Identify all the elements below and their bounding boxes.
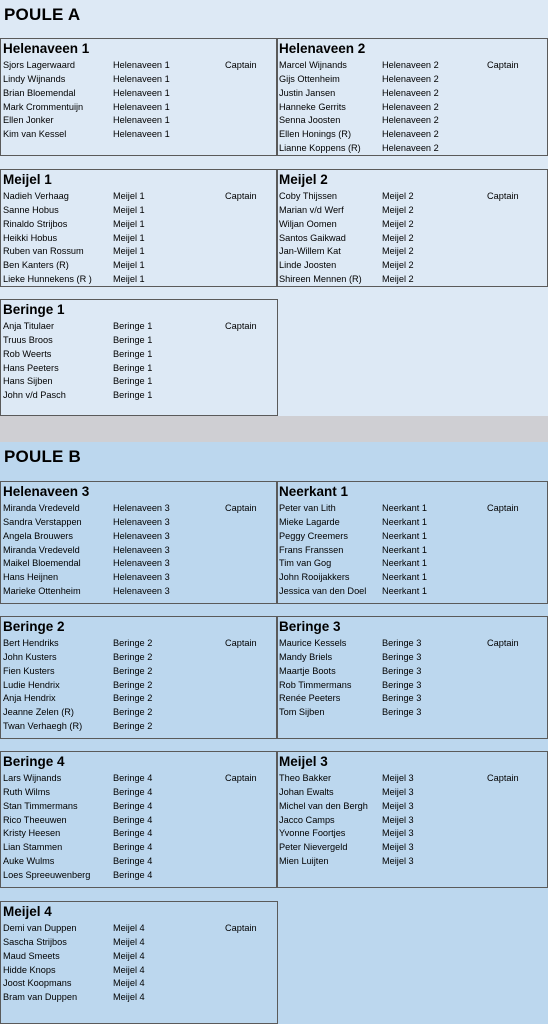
player-row [277,141,547,155]
player-row [1,935,277,949]
player-row [277,556,547,570]
player-team: Helenaveen 2 [382,115,439,126]
player-row [1,799,277,813]
player-name: Rico Theeuwen [3,814,67,825]
player-name: Hans Sijben [3,376,53,387]
poule-title: POULE A [4,5,81,24]
player-row [1,374,277,388]
player-name: Anja Titulaer [3,321,55,331]
poule-title: POULE B [4,447,81,466]
player-row [277,691,547,705]
player-name: Kristy Heesen [3,828,61,839]
player-team: Meijel 3 [382,814,414,825]
player-team: Meijel 2 [382,218,414,229]
player-team: Beringe 4 [113,828,153,839]
player-row [1,963,277,977]
player-role: Captain [487,638,519,648]
player-team: Meijel 2 [382,191,414,201]
team-card [0,299,278,416]
player-row [277,678,547,692]
player-name: John Rooijakkers [279,572,350,583]
player-name: Jacco Camps [279,814,335,825]
player-row [1,529,277,543]
player-name: Wiljan Oomen [279,218,337,229]
player-row [277,543,547,557]
player-row [1,556,277,570]
player-team: Helenaveen 3 [113,572,170,583]
player-name: Joost Koopmans [3,978,72,989]
player-name: Angela Brouwers [3,530,73,541]
player-team: Neerkant 1 [382,558,427,569]
team-card [276,616,548,739]
player-role: Captain [225,923,257,933]
player-team: Meijel 4 [113,950,145,961]
player-row [1,664,277,678]
player-team: Meijel 1 [113,191,145,201]
player-name: Brian Bloemendal [3,87,76,98]
player-team: Meijel 1 [113,246,145,257]
player-team: Helenaveen 2 [382,101,439,112]
player-team: Meijel 3 [382,842,414,853]
player-team: Meijel 3 [382,786,414,797]
player-row [277,584,547,598]
player-team: Beringe 4 [113,869,153,880]
player-role: Captain [225,60,257,70]
player-name: Maurice Kessels [279,638,347,648]
team-card [276,481,548,604]
player-team: Beringe 2 [113,707,153,718]
player-row [1,949,277,963]
player-row [1,272,277,286]
player-team: Meijel 1 [113,260,145,271]
player-team: Beringe 1 [113,390,153,401]
player-row [277,58,547,72]
player-name: Lieke Hunnekens (R ) [3,274,92,285]
player-team: Beringe 4 [113,814,153,825]
player-row [277,244,547,258]
player-name: Truus Broos [3,334,53,345]
player-team: Meijel 4 [113,936,145,947]
player-row [1,333,277,347]
player-team: Helenaveen 1 [113,129,170,140]
player-name: Maud Smeets [3,950,60,961]
player-row [1,785,277,799]
team-name: Helenaveen 1 [3,41,90,56]
player-name: Miranda Vredeveld [3,544,80,555]
player-name: Ludie Hendrix [3,679,60,690]
player-row [277,86,547,100]
player-team: Helenaveen 3 [113,503,170,513]
player-name: Sascha Strijbos [3,936,67,947]
player-row [1,203,277,217]
player-row [277,113,547,127]
player-name: Senna Joosten [279,115,341,126]
player-row [277,771,547,785]
player-name: Fien Kusters [3,665,55,676]
player-team: Meijel 2 [382,246,414,257]
player-row [1,86,277,100]
player-team: Meijel 1 [113,204,145,215]
player-name: Lianne Koppens (R) [279,143,361,154]
player-row [277,826,547,840]
player-row [1,813,277,827]
player-name: Mieke Lagarde [279,516,340,527]
player-row [1,258,277,272]
player-name: Auke Wulms [3,856,55,867]
player-row [1,921,277,935]
player-row [1,719,277,733]
player-row [277,529,547,543]
player-row [1,501,277,515]
player-name: Rinaldo Strijbos [3,218,68,229]
player-row [1,58,277,72]
player-role: Captain [225,638,257,648]
player-row [1,388,277,402]
player-name: Jan-Willem Kat [279,246,341,257]
player-name: Rob Weerts [3,348,52,359]
player-team: Beringe 3 [382,679,422,690]
player-row [277,840,547,854]
player-row [277,785,547,799]
player-team: Neerkant 1 [382,503,427,513]
player-team: Helenaveen 2 [382,129,439,140]
player-name: Rob Timmermans [279,679,352,690]
player-team: Helenaveen 3 [113,544,170,555]
player-name: Maikel Bloemendal [3,558,81,569]
player-name: Coby Thijssen [279,191,338,201]
player-row [1,854,277,868]
player-role: Captain [225,503,257,513]
player-team: Meijel 3 [382,828,414,839]
player-name: Peter van Lith [279,503,336,513]
player-name: Sanne Hobus [3,204,59,215]
player-name: Demi van Duppen [3,923,77,933]
player-name: Peter Nievergeld [279,842,348,853]
team-name: Neerkant 1 [279,484,349,499]
player-name: Hanneke Gerrits [279,101,346,112]
player-row [1,826,277,840]
player-name: Michel van den Bergh [279,800,368,811]
player-name: Sandra Verstappen [3,516,82,527]
player-row [1,705,277,719]
player-team: Meijel 1 [113,232,145,243]
player-row [1,650,277,664]
player-row [277,636,547,650]
player-name: Twan Verhaegh (R) [3,721,83,732]
player-team: Beringe 3 [382,638,422,648]
player-role: Captain [225,321,257,331]
team-card [0,169,278,287]
team-card [276,169,548,287]
team-name: Helenaveen 2 [279,41,366,56]
player-role: Captain [487,503,519,513]
player-name: Mark Crommentuijn [3,101,84,112]
player-team: Beringe 1 [113,376,153,387]
player-name: Ellen Honings (R) [279,129,351,140]
player-name: John Kusters [3,651,57,662]
player-name: Marieke Ottenheim [3,586,81,597]
team-card [0,901,278,1024]
player-row [277,127,547,141]
player-row [277,189,547,203]
player-team: Helenaveen 3 [113,558,170,569]
player-name: Mien Luijten [279,856,329,867]
player-name: Lars Wijnands [3,773,62,783]
player-name: Nadieh Verhaag [3,191,69,201]
team-name: Beringe 1 [3,302,65,317]
player-team: Helenaveen 2 [382,60,439,70]
player-row [1,113,277,127]
player-team: Beringe 2 [113,679,153,690]
player-team: Meijel 2 [382,260,414,271]
player-name: Jessica van den Doel [279,586,367,597]
player-team: Meijel 2 [382,204,414,215]
player-name: Lian Stammen [3,842,63,853]
player-row [1,636,277,650]
player-team: Neerkant 1 [382,572,427,583]
team-card [0,481,278,604]
player-role: Captain [225,191,257,201]
player-row [1,127,277,141]
team-card [276,38,548,156]
player-row [277,100,547,114]
player-team: Meijel 3 [382,800,414,811]
player-name: Hidde Knops [3,964,56,975]
player-name: Sjors Lagerwaard [3,60,76,70]
player-name: Ben Kanters (R) [3,260,69,271]
player-team: Beringe 2 [113,665,153,676]
player-name: Bert Hendriks [3,638,59,648]
player-row [1,347,277,361]
player-team: Meijel 3 [382,856,414,867]
player-row [277,799,547,813]
player-team: Beringe 4 [113,800,153,811]
team-card [276,751,548,888]
player-name: Kim van Kessel [3,129,67,140]
player-row [277,217,547,231]
player-name: Theo Bakker [279,773,332,783]
player-name: Shireen Mennen (R) [279,274,362,285]
player-team: Meijel 3 [382,773,414,783]
player-name: Johan Ewalts [279,786,334,797]
player-team: Beringe 3 [382,651,422,662]
player-name: Heikki Hobus [3,232,58,243]
player-team: Meijel 2 [382,274,414,285]
player-team: Meijel 2 [382,232,414,243]
player-team: Neerkant 1 [382,544,427,555]
player-team: Beringe 4 [113,842,153,853]
player-team: Beringe 4 [113,786,153,797]
player-role: Captain [487,773,519,783]
player-name: Marian v/d Werf [279,204,344,215]
player-team: Helenaveen 1 [113,115,170,126]
player-team: Helenaveen 2 [382,87,439,98]
player-name: Loes Spreeuwenberg [3,869,91,880]
player-name: Tim van Gog [279,558,332,569]
player-row [277,854,547,868]
player-row [277,515,547,529]
player-row [1,543,277,557]
player-row [277,813,547,827]
team-name: Meijel 1 [3,172,52,187]
team-name: Beringe 2 [3,619,65,634]
team-card [0,751,278,888]
team-name: Beringe 3 [279,619,341,634]
player-team: Beringe 1 [113,334,153,345]
player-row [1,990,277,1004]
section-divider [0,416,548,442]
player-row [1,319,277,333]
player-team: Helenaveen 3 [113,530,170,541]
player-name: Peggy Creemers [279,530,348,541]
team-name: Helenaveen 3 [3,484,90,499]
player-team: Neerkant 1 [382,530,427,541]
player-team: Beringe 1 [113,321,153,331]
player-row [1,100,277,114]
player-name: Bram van Duppen [3,992,78,1003]
player-name: Frans Franssen [279,544,344,555]
player-row [277,258,547,272]
player-team: Helenaveen 1 [113,87,170,98]
player-team: Neerkant 1 [382,586,427,597]
player-team: Beringe 3 [382,707,422,718]
player-role: Captain [487,60,519,70]
player-team: Helenaveen 2 [382,73,439,84]
player-name: Yvonne Foortjes [279,828,346,839]
player-row [1,231,277,245]
player-team: Beringe 4 [113,856,153,867]
player-name: Miranda Vredeveld [3,503,80,513]
player-row [1,244,277,258]
player-row [1,691,277,705]
player-name: Hans Peeters [3,362,59,373]
player-team: Helenaveen 3 [113,586,170,597]
player-name: Lindy Wijnands [3,73,66,84]
player-name: Justin Jansen [279,87,336,98]
player-team: Beringe 1 [113,362,153,373]
player-team: Beringe 2 [113,651,153,662]
player-row [1,584,277,598]
team-card [0,38,278,156]
player-row [277,501,547,515]
player-row [277,231,547,245]
player-name: John v/d Pasch [3,390,66,401]
player-row [1,771,277,785]
player-team: Helenaveen 1 [113,101,170,112]
player-team: Beringe 1 [113,348,153,359]
player-name: Stan Timmermans [3,800,78,811]
player-row [277,570,547,584]
player-row [277,272,547,286]
player-name: Renée Peeters [279,693,341,704]
team-card [0,616,278,739]
player-name: Ellen Jonker [3,115,54,126]
player-row [1,515,277,529]
team-name: Meijel 2 [279,172,328,187]
player-row [1,72,277,86]
player-row [277,705,547,719]
player-team: Meijel 4 [113,923,145,933]
team-name: Beringe 4 [3,754,65,769]
player-team: Helenaveen 2 [382,143,439,154]
player-team: Beringe 2 [113,638,153,648]
player-team: Meijel 1 [113,218,145,229]
player-team: Helenaveen 1 [113,60,170,70]
player-name: Ruth Wilms [3,786,50,797]
player-role: Captain [487,191,519,201]
player-row [277,650,547,664]
player-row [1,217,277,231]
player-team: Meijel 4 [113,992,145,1003]
player-name: Hans Heijnen [3,572,59,583]
player-team: Meijel 4 [113,964,145,975]
player-team: Beringe 2 [113,693,153,704]
player-name: Marcel Wijnands [279,60,347,70]
team-name: Meijel 4 [3,904,52,919]
player-team: Beringe 3 [382,693,422,704]
player-name: Jeanne Zelen (R) [3,707,74,718]
player-name: Linde Joosten [279,260,337,271]
player-team: Neerkant 1 [382,516,427,527]
player-row [277,203,547,217]
player-name: Maartje Boots [279,665,336,676]
player-row [1,840,277,854]
player-name: Santos Gaikwad [279,232,346,243]
player-row [1,189,277,203]
player-row [1,361,277,375]
player-row [1,976,277,990]
player-team: Helenaveen 3 [113,516,170,527]
player-name: Gijs Ottenheim [279,73,340,84]
player-row [277,664,547,678]
player-team: Meijel 4 [113,978,145,989]
player-row [1,678,277,692]
player-team: Beringe 4 [113,773,153,783]
player-row [277,72,547,86]
player-team: Meijel 1 [113,274,145,285]
player-team: Beringe 2 [113,721,153,732]
player-name: Tom Sijben [279,707,325,718]
player-row [1,570,277,584]
team-name: Meijel 3 [279,754,328,769]
player-team: Helenaveen 1 [113,73,170,84]
player-name: Anja Hendrix [3,693,56,704]
player-name: Ruben van Rossum [3,246,84,257]
player-row [1,868,277,882]
player-team: Beringe 3 [382,665,422,676]
player-role: Captain [225,773,257,783]
player-name: Mandy Briels [279,651,333,662]
